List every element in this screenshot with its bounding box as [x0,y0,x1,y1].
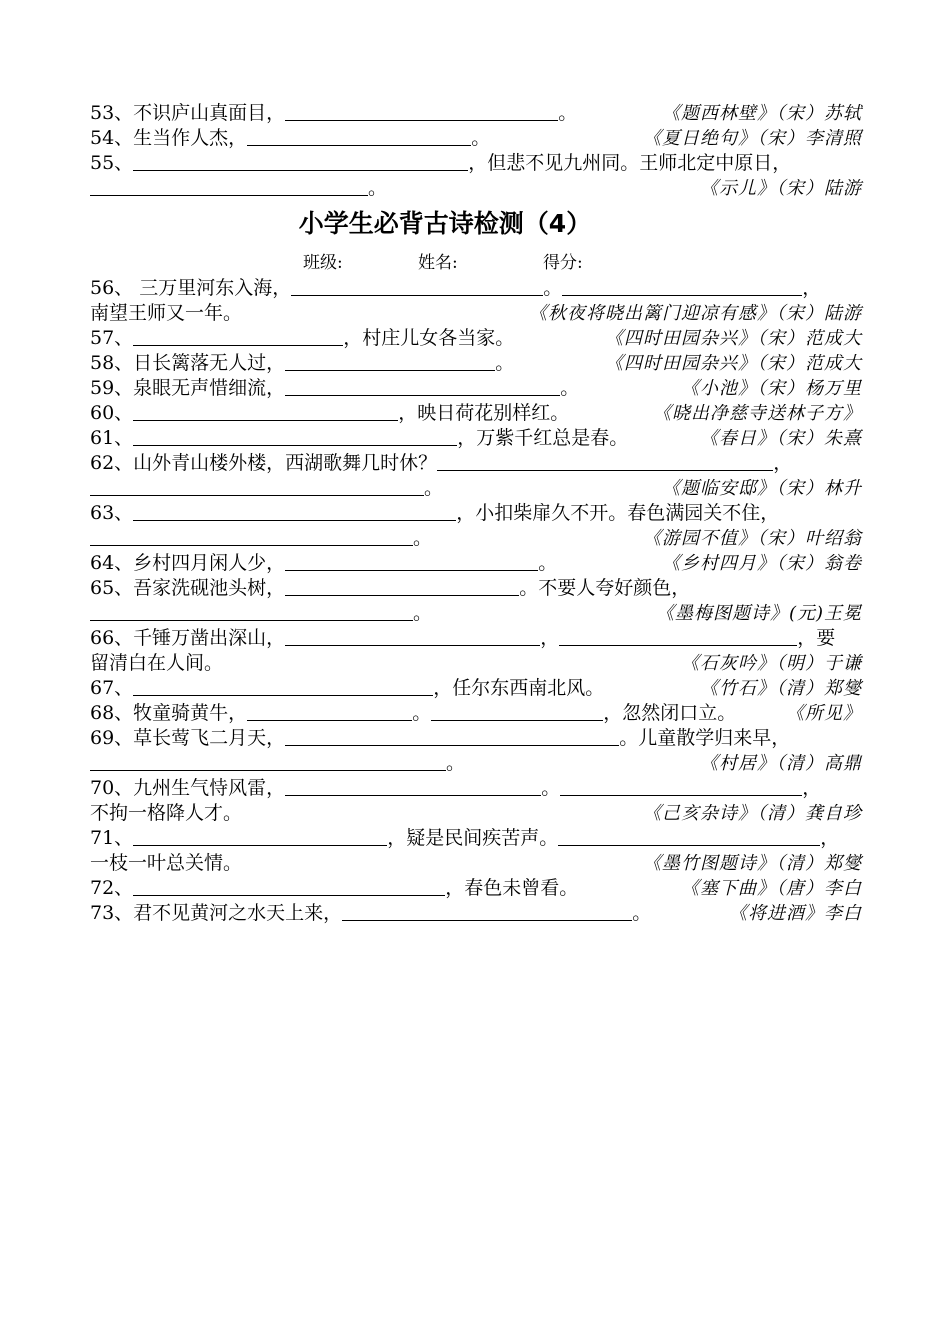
answer-blank[interactable] [247,126,471,146]
question-text: ，但悲不见九州同。王师北定中原日， [468,152,792,174]
poem-source: 《示儿》（宋）陆游 [700,178,862,199]
question-text: 。 [471,127,491,149]
answer-blank[interactable] [133,826,387,846]
answer-blank[interactable] [562,276,802,296]
question-64 [90,551,862,576]
answer-blank[interactable] [431,701,603,721]
answer-blank[interactable] [133,151,468,171]
question-text: 65、吾家洗砚池头树， [90,577,286,599]
question-text: 。儿童散学归来早， [619,727,791,749]
answer-blank[interactable] [133,401,398,421]
question-text: 。 [632,902,652,924]
question-text: ， [802,277,822,299]
answer-blank[interactable] [285,376,560,396]
poem-source: 《乡村四月》（宋）翁卷 [662,553,862,574]
question-61 [90,426,862,451]
question-text: ，小扣柴扉久不开。春色满园关不住， [456,502,780,524]
question-text: 。 [368,177,388,199]
question-text: 54、生当作人杰， [90,127,248,149]
question-text: ，万紫千红总是春。 [457,427,629,449]
question-56 [90,276,862,301]
question-text: ，村庄儿女各当家。 [343,327,515,349]
answer-blank[interactable] [90,476,424,496]
question-text: 不拘一格降人才。 [90,802,243,824]
question-text: 70、九州生气恃风雷， [90,777,286,799]
question-text: 留清白在人间。 [90,652,224,674]
poem-source: 《己亥杂诗》（清）龚自珍 [643,803,862,824]
question-text: ，映日荷花别样红。 [398,402,570,424]
question-66-cont [90,651,862,676]
question-67 [90,676,862,701]
question-71-cont [90,851,862,876]
answer-blank[interactable] [285,101,558,121]
score-label: 得分: [543,253,583,273]
answer-blank[interactable] [247,701,412,721]
question-text: 61、 [90,427,134,449]
question-text: 。 [495,352,515,374]
question-text: 。 [413,602,433,624]
question-text: 60、 [90,402,134,424]
answer-blank[interactable] [285,551,538,571]
question-text: 。 [424,477,444,499]
question-text: 。 [538,552,558,574]
poem-source: 《墨竹图题诗》（清）郑燮 [643,853,862,874]
answer-blank[interactable] [133,876,445,896]
poem-source: 《将进酒》李白 [729,903,862,924]
question-text: ， [820,827,840,849]
poem-source: 《竹石》（清）郑燮 [700,678,862,699]
question-54 [90,126,862,151]
poem-source: 《秋夜将晓出篱门迎凉有感》（宋）陆游 [529,303,862,324]
answer-blank[interactable] [133,426,457,446]
question-text: 一枝一叶总关情。 [90,852,243,874]
question-text: 56、 三万里河东入海， [90,277,292,299]
poem-source: 《小池》（宋）杨万里 [681,378,862,399]
question-57 [90,326,862,351]
poem-source: 《夏日绝句》（宋）李清照 [643,128,862,149]
answer-blank[interactable] [560,776,802,796]
question-66 [90,626,862,651]
question-text: 63、 [90,502,134,524]
answer-blank[interactable] [285,626,540,646]
question-63-cont [90,526,862,551]
question-58 [90,351,862,376]
question-text: 62、山外青山楼外楼，西湖歌舞几时休？ [90,452,438,474]
question-69 [90,726,862,751]
poem-source: 《所见》 [786,703,862,724]
question-72 [90,876,862,901]
answer-blank[interactable] [133,676,433,696]
answer-blank[interactable] [133,326,343,346]
question-text: ，任尔东西南北风。 [433,677,605,699]
poem-source: 《四时田园杂兴》（宋）范成大 [605,353,862,374]
question-text: 73、君不见黄河之水天上来， [90,902,343,924]
question-text: 57、 [90,327,134,349]
question-55 [90,151,862,176]
poem-source: 《塞下曲》（唐）李白 [681,878,862,899]
question-text: 69、草长莺飞二月天， [90,727,286,749]
question-68 [90,701,862,726]
poem-source: 《石灰吟》（明）于谦 [681,653,862,674]
answer-blank[interactable] [285,351,495,371]
poem-source: 《游园不值》（宋）叶绍翁 [643,528,862,549]
question-65-cont [90,601,862,626]
question-text: 。 [560,377,580,399]
question-text: 。 [413,527,433,549]
question-text: ，忽然闭口立。 [603,702,737,724]
answer-blank[interactable] [558,826,820,846]
question-53 [90,101,862,126]
class-label: 班级: [303,253,343,273]
question-text: 68、牧童骑黄牛， [90,702,248,724]
question-text: 58、日长篱落无人过， [90,352,286,374]
question-text: 67、 [90,677,134,699]
poem-source: 《题西林壁》（宋）苏轼 [662,103,862,124]
question-text: 。不要人夸好颜色， [519,577,691,599]
question-text: 。 [558,102,578,124]
question-69-cont [90,751,862,776]
question-text: 南望王师又一年。 [90,302,243,324]
question-text: 。 [543,277,563,299]
poem-source: 《村居》（清）高鼎 [700,753,862,774]
poem-source: 《墨梅图题诗》(元)王冕 [655,603,862,624]
question-text: ，春色未曾看。 [445,877,579,899]
question-text: 59、泉眼无声惜细流， [90,377,286,399]
answer-blank[interactable] [342,901,632,921]
answer-blank[interactable] [285,576,519,596]
question-text: ，要 [797,627,836,649]
question-text: ， [802,777,822,799]
poem-source: 《题临安邸》（宋）林升 [662,478,862,499]
question-text: 。 [541,777,561,799]
poem-source: 《四时田园杂兴》（宋）范成大 [605,328,862,349]
answer-blank[interactable] [559,626,797,646]
question-text: 。 [446,752,466,774]
question-63 [90,501,862,526]
question-text: 72、 [90,877,134,899]
question-70-cont [90,801,862,826]
page-title: 小学生必背古诗检测（4） [298,209,592,238]
question-text: 71、 [90,827,134,849]
answer-blank[interactable] [285,776,541,796]
question-73 [90,901,862,926]
question-65 [90,576,862,601]
question-text: 53、不识庐山真面目， [90,102,286,124]
question-text: ， [540,627,560,649]
answer-blank[interactable] [133,501,456,521]
question-59 [90,376,862,401]
question-60 [90,401,862,426]
question-62-cont [90,476,862,501]
question-text: ， [773,452,793,474]
answer-blank[interactable] [90,526,413,546]
question-text: 。 [412,702,432,724]
answer-blank[interactable] [90,601,413,621]
question-text: 55、 [90,152,134,174]
question-70 [90,776,862,801]
answer-blank[interactable] [291,276,543,296]
answer-blank[interactable] [90,176,368,196]
answer-blank[interactable] [437,451,773,471]
answer-blank[interactable] [90,751,446,771]
answer-blank[interactable] [285,726,619,746]
question-text: 66、千锤万凿出深山， [90,627,286,649]
poem-source: 《晓出净慈寺送林子方》 [653,403,862,424]
question-56-cont [90,301,862,326]
question-71 [90,826,862,851]
name-label: 姓名: [418,253,458,273]
poem-source: 《春日》（宋）朱熹 [700,428,862,449]
question-text: 64、乡村四月闲人少， [90,552,286,574]
question-55-cont [90,176,862,201]
question-62 [90,451,862,476]
question-text: ，疑是民间疾苦声。 [387,827,559,849]
